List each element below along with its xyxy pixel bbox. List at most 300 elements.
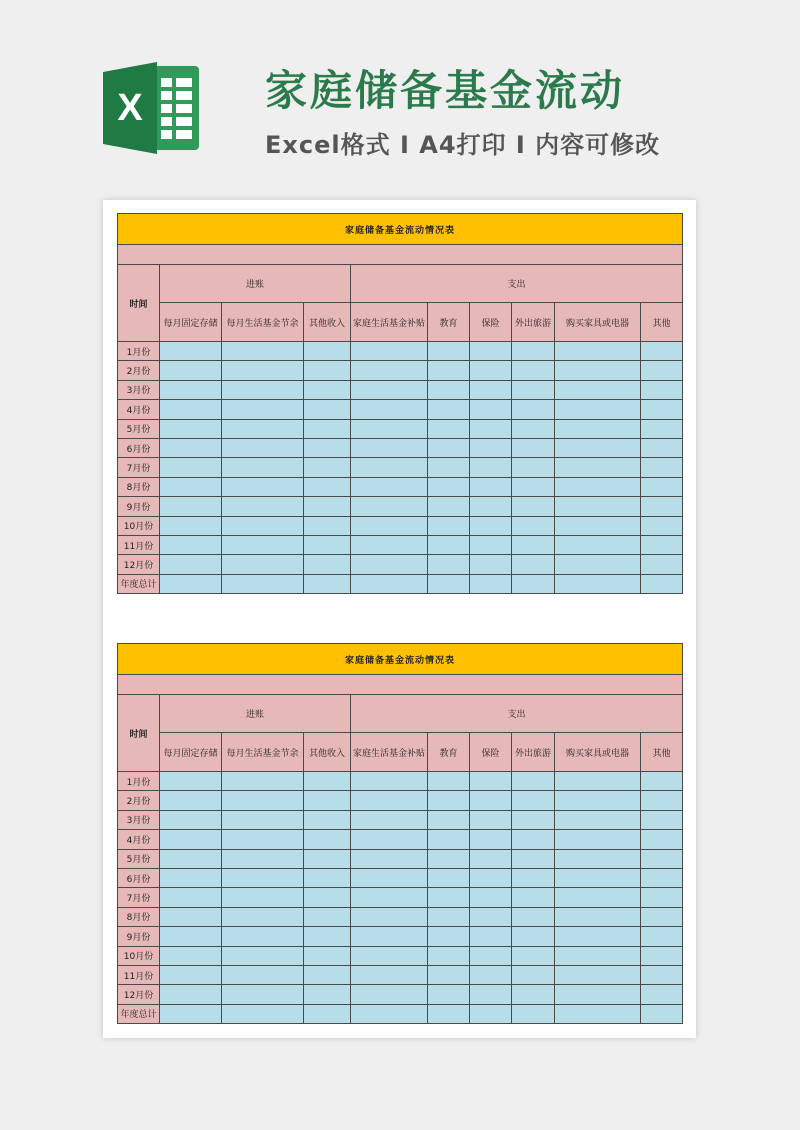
- data-cell[interactable]: [555, 946, 641, 965]
- data-cell[interactable]: [512, 380, 555, 399]
- data-cell[interactable]: [351, 342, 428, 361]
- data-cell[interactable]: [222, 1004, 304, 1023]
- expense-header: 支出: [351, 695, 683, 733]
- data-cell[interactable]: [641, 1004, 683, 1023]
- data-cell[interactable]: [222, 419, 304, 438]
- data-cell[interactable]: [222, 574, 304, 593]
- data-cell[interactable]: [222, 342, 304, 361]
- data-cell[interactable]: [222, 868, 304, 887]
- data-cell[interactable]: [160, 342, 222, 361]
- data-cell[interactable]: [512, 927, 555, 946]
- table-row: [118, 946, 683, 965]
- data-cell[interactable]: [160, 830, 222, 849]
- data-cell[interactable]: [222, 946, 304, 965]
- data-cell[interactable]: [641, 458, 683, 477]
- data-cell[interactable]: [428, 985, 470, 1004]
- data-cell[interactable]: [304, 361, 351, 380]
- data-cell[interactable]: [428, 574, 470, 593]
- table-row: [118, 849, 683, 868]
- data-cell[interactable]: [304, 927, 351, 946]
- sheet-title: 家庭储备基金流动情况表: [118, 644, 683, 675]
- data-cell[interactable]: [304, 438, 351, 457]
- table-row: [118, 438, 683, 457]
- data-cell[interactable]: [304, 810, 351, 829]
- blank-row: [118, 245, 683, 265]
- data-cell[interactable]: [351, 927, 428, 946]
- data-cell[interactable]: [512, 361, 555, 380]
- data-cell[interactable]: [222, 810, 304, 829]
- data-cell[interactable]: [222, 380, 304, 399]
- data-cell[interactable]: [641, 946, 683, 965]
- data-cell[interactable]: [304, 535, 351, 554]
- data-cell[interactable]: [222, 361, 304, 380]
- data-cell[interactable]: [428, 927, 470, 946]
- data-cell[interactable]: [160, 791, 222, 810]
- data-cell[interactable]: [428, 419, 470, 438]
- data-cell[interactable]: [428, 772, 470, 791]
- data-cell[interactable]: [555, 927, 641, 946]
- data-cell[interactable]: [470, 927, 512, 946]
- data-cell[interactable]: [470, 342, 512, 361]
- data-cell[interactable]: [555, 868, 641, 887]
- data-cell[interactable]: [222, 965, 304, 984]
- data-cell[interactable]: [555, 1004, 641, 1023]
- data-cell[interactable]: [160, 868, 222, 887]
- data-cell[interactable]: [470, 849, 512, 868]
- data-cell[interactable]: [555, 830, 641, 849]
- data-cell[interactable]: [428, 868, 470, 887]
- data-cell[interactable]: [641, 477, 683, 496]
- data-cell[interactable]: [428, 791, 470, 810]
- data-cell[interactable]: [641, 907, 683, 926]
- data-cell[interactable]: [351, 965, 428, 984]
- column-header: 家庭生活基金补贴: [351, 733, 428, 772]
- data-cell[interactable]: [470, 830, 512, 849]
- data-cell[interactable]: [555, 985, 641, 1004]
- data-cell[interactable]: [555, 419, 641, 438]
- data-cell[interactable]: [304, 772, 351, 791]
- row-label: 5月份: [118, 419, 160, 438]
- data-cell[interactable]: [512, 791, 555, 810]
- data-cell[interactable]: [160, 400, 222, 419]
- data-cell[interactable]: [304, 888, 351, 907]
- row-label: 9月份: [118, 927, 160, 946]
- data-cell[interactable]: [428, 458, 470, 477]
- data-cell[interactable]: [304, 516, 351, 535]
- data-cell[interactable]: [555, 380, 641, 399]
- data-cell[interactable]: [555, 772, 641, 791]
- column-header: 每月生活基金节余: [222, 303, 304, 342]
- data-cell[interactable]: [512, 985, 555, 1004]
- table-row: [118, 516, 683, 535]
- table-row: [118, 497, 683, 516]
- table-row: [118, 985, 683, 1004]
- data-cell[interactable]: [512, 477, 555, 496]
- data-cell[interactable]: [428, 380, 470, 399]
- data-cell[interactable]: [428, 477, 470, 496]
- data-cell[interactable]: [641, 810, 683, 829]
- data-cell[interactable]: [160, 965, 222, 984]
- data-cell[interactable]: [160, 477, 222, 496]
- data-cell[interactable]: [160, 497, 222, 516]
- data-cell[interactable]: [304, 342, 351, 361]
- data-cell[interactable]: [470, 380, 512, 399]
- data-cell[interactable]: [351, 535, 428, 554]
- data-cell[interactable]: [512, 555, 555, 574]
- data-cell[interactable]: [555, 574, 641, 593]
- data-cell[interactable]: [160, 849, 222, 868]
- data-cell[interactable]: [351, 907, 428, 926]
- data-cell[interactable]: [304, 849, 351, 868]
- data-cell[interactable]: [470, 965, 512, 984]
- data-cell[interactable]: [160, 555, 222, 574]
- data-cell[interactable]: [304, 985, 351, 1004]
- data-cell[interactable]: [304, 400, 351, 419]
- data-cell[interactable]: [641, 438, 683, 457]
- data-cell[interactable]: [641, 830, 683, 849]
- column-header: 外出旅游: [512, 733, 555, 772]
- row-label: 2月份: [118, 361, 160, 380]
- data-cell[interactable]: [512, 574, 555, 593]
- data-cell[interactable]: [351, 849, 428, 868]
- data-cell[interactable]: [351, 477, 428, 496]
- excel-logo-icon: [103, 62, 201, 154]
- data-cell[interactable]: [304, 868, 351, 887]
- data-cell[interactable]: [470, 458, 512, 477]
- column-header: 其他收入: [304, 303, 351, 342]
- column-header: 其他收入: [304, 733, 351, 772]
- data-cell[interactable]: [222, 477, 304, 496]
- data-cell[interactable]: [512, 965, 555, 984]
- data-cell[interactable]: [428, 965, 470, 984]
- table-row: [118, 927, 683, 946]
- data-cell[interactable]: [351, 438, 428, 457]
- data-cell[interactable]: [555, 497, 641, 516]
- table-row: [118, 1004, 683, 1023]
- row-label: 6月份: [118, 868, 160, 887]
- column-header: 其他: [641, 733, 683, 772]
- data-cell[interactable]: [470, 497, 512, 516]
- data-cell[interactable]: [222, 497, 304, 516]
- data-cell[interactable]: [555, 458, 641, 477]
- data-cell[interactable]: [470, 516, 512, 535]
- data-cell[interactable]: [160, 361, 222, 380]
- data-cell[interactable]: [160, 516, 222, 535]
- data-cell[interactable]: [470, 985, 512, 1004]
- data-cell[interactable]: [641, 574, 683, 593]
- data-cell[interactable]: [160, 927, 222, 946]
- data-cell[interactable]: [555, 907, 641, 926]
- row-label: 8月份: [118, 477, 160, 496]
- data-cell[interactable]: [351, 888, 428, 907]
- data-cell[interactable]: [641, 772, 683, 791]
- data-cell[interactable]: [512, 1004, 555, 1023]
- row-label: 年度总计: [118, 574, 160, 593]
- data-cell[interactable]: [428, 361, 470, 380]
- data-cell[interactable]: [351, 400, 428, 419]
- data-cell[interactable]: [512, 830, 555, 849]
- data-cell[interactable]: [351, 830, 428, 849]
- column-header: 购买家具或电器: [555, 733, 641, 772]
- data-cell[interactable]: [160, 438, 222, 457]
- data-cell[interactable]: [470, 400, 512, 419]
- data-cell[interactable]: [351, 772, 428, 791]
- time-header: 时间: [118, 265, 160, 342]
- row-label: 3月份: [118, 380, 160, 399]
- row-label: 12月份: [118, 985, 160, 1004]
- data-cell[interactable]: [304, 419, 351, 438]
- data-cell[interactable]: [428, 907, 470, 926]
- data-cell[interactable]: [512, 400, 555, 419]
- data-cell[interactable]: [304, 830, 351, 849]
- column-header: 保险: [470, 733, 512, 772]
- data-cell[interactable]: [641, 342, 683, 361]
- data-cell[interactable]: [160, 419, 222, 438]
- data-cell[interactable]: [428, 342, 470, 361]
- data-cell[interactable]: [470, 868, 512, 887]
- data-cell[interactable]: [428, 555, 470, 574]
- data-cell[interactable]: [222, 516, 304, 535]
- column-header: 家庭生活基金补贴: [351, 303, 428, 342]
- data-cell[interactable]: [512, 535, 555, 554]
- data-cell[interactable]: [222, 555, 304, 574]
- data-cell[interactable]: [160, 380, 222, 399]
- data-cell[interactable]: [641, 400, 683, 419]
- data-cell[interactable]: [512, 772, 555, 791]
- data-cell[interactable]: [222, 438, 304, 457]
- data-cell[interactable]: [641, 888, 683, 907]
- data-cell[interactable]: [470, 555, 512, 574]
- data-cell[interactable]: [351, 516, 428, 535]
- data-cell[interactable]: [512, 849, 555, 868]
- table-row: [118, 868, 683, 887]
- data-cell[interactable]: [641, 361, 683, 380]
- data-cell[interactable]: [641, 555, 683, 574]
- data-cell[interactable]: [160, 1004, 222, 1023]
- row-label: 12月份: [118, 555, 160, 574]
- data-cell[interactable]: [555, 477, 641, 496]
- data-cell[interactable]: [555, 516, 641, 535]
- data-cell[interactable]: [428, 438, 470, 457]
- data-cell[interactable]: [304, 907, 351, 926]
- row-label: 3月份: [118, 810, 160, 829]
- data-cell[interactable]: [470, 1004, 512, 1023]
- table-row: [118, 419, 683, 438]
- data-cell[interactable]: [304, 1004, 351, 1023]
- data-cell[interactable]: [555, 438, 641, 457]
- data-cell[interactable]: [470, 888, 512, 907]
- data-cell[interactable]: [555, 342, 641, 361]
- data-cell[interactable]: [351, 791, 428, 810]
- data-cell[interactable]: [428, 497, 470, 516]
- data-cell[interactable]: [428, 830, 470, 849]
- data-cell[interactable]: [222, 458, 304, 477]
- row-label: 4月份: [118, 830, 160, 849]
- data-cell[interactable]: [304, 380, 351, 399]
- data-cell[interactable]: [470, 772, 512, 791]
- data-cell[interactable]: [641, 985, 683, 1004]
- column-header: 保险: [470, 303, 512, 342]
- column-header: 其他: [641, 303, 683, 342]
- data-cell[interactable]: [641, 419, 683, 438]
- data-cell[interactable]: [428, 849, 470, 868]
- column-header: 每月生活基金节余: [222, 733, 304, 772]
- data-cell[interactable]: [351, 574, 428, 593]
- time-header: 时间: [118, 695, 160, 772]
- data-cell[interactable]: [512, 497, 555, 516]
- data-cell[interactable]: [512, 907, 555, 926]
- row-label: 年度总计: [118, 1004, 160, 1023]
- data-cell[interactable]: [641, 380, 683, 399]
- data-cell[interactable]: [470, 535, 512, 554]
- data-cell[interactable]: [160, 772, 222, 791]
- data-cell[interactable]: [304, 555, 351, 574]
- data-cell[interactable]: [160, 888, 222, 907]
- data-cell[interactable]: [512, 810, 555, 829]
- data-cell[interactable]: [470, 361, 512, 380]
- data-cell[interactable]: [512, 516, 555, 535]
- data-cell[interactable]: [304, 946, 351, 965]
- data-cell[interactable]: [304, 497, 351, 516]
- banner: [0, 0, 800, 190]
- data-cell[interactable]: [351, 380, 428, 399]
- table-row: [118, 574, 683, 593]
- column-header: 每月固定存储: [160, 303, 222, 342]
- data-cell[interactable]: [512, 458, 555, 477]
- data-cell[interactable]: [512, 438, 555, 457]
- data-cell[interactable]: [470, 438, 512, 457]
- row-label: 11月份: [118, 965, 160, 984]
- data-cell[interactable]: [555, 791, 641, 810]
- data-cell[interactable]: [641, 516, 683, 535]
- data-cell[interactable]: [304, 574, 351, 593]
- data-cell[interactable]: [351, 810, 428, 829]
- data-cell[interactable]: [470, 810, 512, 829]
- data-cell[interactable]: [222, 849, 304, 868]
- data-cell[interactable]: [222, 772, 304, 791]
- row-label: 9月份: [118, 497, 160, 516]
- data-cell[interactable]: [555, 965, 641, 984]
- data-cell[interactable]: [428, 1004, 470, 1023]
- data-cell[interactable]: [428, 888, 470, 907]
- row-label: 1月份: [118, 342, 160, 361]
- data-cell[interactable]: [555, 361, 641, 380]
- data-cell[interactable]: [555, 888, 641, 907]
- data-cell[interactable]: [222, 791, 304, 810]
- income-header: 进账: [160, 265, 351, 303]
- data-cell[interactable]: [555, 535, 641, 554]
- data-cell[interactable]: [351, 868, 428, 887]
- row-label: 8月份: [118, 907, 160, 926]
- data-cell[interactable]: [428, 535, 470, 554]
- data-cell[interactable]: [641, 849, 683, 868]
- data-cell[interactable]: [222, 400, 304, 419]
- data-cell[interactable]: [512, 868, 555, 887]
- row-label: 2月份: [118, 791, 160, 810]
- data-cell[interactable]: [160, 535, 222, 554]
- data-cell[interactable]: [641, 497, 683, 516]
- row-label: 10月份: [118, 516, 160, 535]
- data-cell[interactable]: [304, 965, 351, 984]
- data-cell[interactable]: [304, 791, 351, 810]
- data-cell[interactable]: [470, 791, 512, 810]
- data-cell[interactable]: [160, 574, 222, 593]
- row-label: 7月份: [118, 458, 160, 477]
- table-row: [118, 888, 683, 907]
- logo-letter: X: [117, 87, 143, 129]
- table-row: [118, 965, 683, 984]
- expense-header: 支出: [351, 265, 683, 303]
- data-cell[interactable]: [351, 946, 428, 965]
- data-cell[interactable]: [222, 907, 304, 926]
- data-cell[interactable]: [512, 888, 555, 907]
- table-row: [118, 535, 683, 554]
- data-cell[interactable]: [160, 946, 222, 965]
- data-cell[interactable]: [160, 985, 222, 1004]
- data-cell[interactable]: [351, 985, 428, 1004]
- data-cell[interactable]: [555, 400, 641, 419]
- data-cell[interactable]: [641, 535, 683, 554]
- data-cell[interactable]: [428, 946, 470, 965]
- data-cell[interactable]: [304, 477, 351, 496]
- table-row: [118, 400, 683, 419]
- row-label: 5月份: [118, 849, 160, 868]
- data-cell[interactable]: [512, 419, 555, 438]
- data-cell[interactable]: [351, 555, 428, 574]
- column-header: 购买家具或电器: [555, 303, 641, 342]
- data-cell[interactable]: [222, 535, 304, 554]
- data-cell[interactable]: [470, 477, 512, 496]
- data-cell[interactable]: [470, 946, 512, 965]
- income-header: 进账: [160, 695, 351, 733]
- data-cell[interactable]: [351, 458, 428, 477]
- data-cell[interactable]: [160, 907, 222, 926]
- data-cell[interactable]: [351, 419, 428, 438]
- data-cell[interactable]: [641, 791, 683, 810]
- data-cell[interactable]: [351, 1004, 428, 1023]
- data-cell[interactable]: [555, 849, 641, 868]
- table-row: [118, 342, 683, 361]
- data-cell[interactable]: [641, 927, 683, 946]
- row-label: 11月份: [118, 535, 160, 554]
- data-cell[interactable]: [428, 810, 470, 829]
- data-cell[interactable]: [351, 497, 428, 516]
- data-cell[interactable]: [304, 458, 351, 477]
- data-cell[interactable]: [555, 810, 641, 829]
- column-header: 外出旅游: [512, 303, 555, 342]
- data-cell[interactable]: [428, 400, 470, 419]
- row-label: 1月份: [118, 772, 160, 791]
- data-cell[interactable]: [641, 868, 683, 887]
- data-cell[interactable]: [222, 985, 304, 1004]
- data-cell[interactable]: [351, 361, 428, 380]
- data-cell[interactable]: [470, 419, 512, 438]
- data-cell[interactable]: [222, 830, 304, 849]
- data-cell[interactable]: [555, 555, 641, 574]
- data-cell[interactable]: [160, 458, 222, 477]
- data-cell[interactable]: [470, 907, 512, 926]
- data-cell[interactable]: [641, 965, 683, 984]
- table-row: [118, 361, 683, 380]
- data-cell[interactable]: [428, 516, 470, 535]
- data-cell[interactable]: [512, 946, 555, 965]
- data-cell[interactable]: [470, 574, 512, 593]
- data-cell[interactable]: [512, 342, 555, 361]
- data-cell[interactable]: [160, 810, 222, 829]
- table-row: [118, 380, 683, 399]
- data-cell[interactable]: [222, 927, 304, 946]
- data-cell[interactable]: [222, 888, 304, 907]
